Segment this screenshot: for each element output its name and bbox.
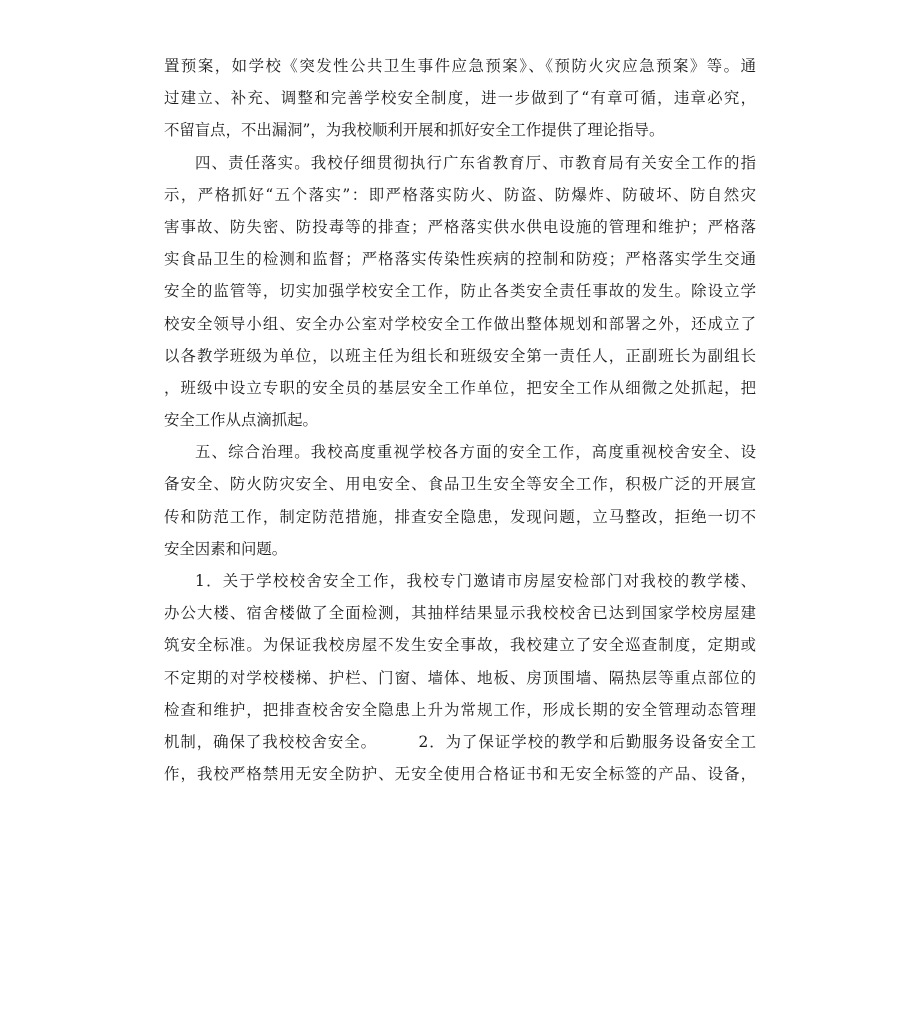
text-line: 筑安全标准。为保证我校房屋不发生安全事故，我校建立了安全巡查制度，定期或 <box>164 636 756 655</box>
text-line: 办公大楼、宿舍楼做了全面检测，其抽样结果显示我校校舍已达到国家学校房屋建 <box>164 604 756 623</box>
text-line: 传和防范工作，制定防范措施，排查安全隐患，发现问题，立马整改，拒绝一切不 <box>164 507 756 526</box>
text-line: ，班级中设立专职的安全员的基层安全工作单位，把安全工作从细微之处抓起，把 <box>164 378 756 397</box>
document-body <box>164 50 756 790</box>
text-line: 五、综合治理。我校高度重视学校各方面的安全工作，高度重视校舍安全、设 <box>195 443 756 462</box>
text-line: 机制，确保了我校校舍安全。 2．为了保证学校的教学和后勤服务设备安全工 <box>164 732 756 751</box>
text-line: 四、责任落实。我校仔细贯彻执行广东省教育厅、市教育局有关安全工作的指 <box>195 153 756 172</box>
text-line: 置预案，如学校《突发性公共卫生事件应急预案》、《预防火灾应急预案》等。通 <box>164 57 756 75</box>
text-line: 检查和维护，把排查校舍安全隐患上升为常规工作，形成长期的安全管理动态管理 <box>164 700 756 719</box>
text-line: 过建立、补充、调整和完善学校安全制度，进一步做到了“有章可循，违章必究， <box>164 89 756 108</box>
text-line: 安全的监管等，切实加强学校安全工作，防止各类安全责任事故的发生。除设立学 <box>164 282 756 301</box>
text-line: 示，严格抓好“五个落实”：即严格落实防火、防盗、防爆炸、防破坏、防自然灾 <box>164 185 756 204</box>
text-line: 作，我校严格禁用无安全防护、无安全使用合格证书和无安全标签的产品、设备， <box>164 765 756 784</box>
text-line: 安全工作从点滴抓起。 <box>164 411 318 430</box>
text-line: 1．关于学校校舍安全工作，我校专门邀请市房屋安检部门对我校的教学楼、 <box>195 572 756 590</box>
text-line: 害事故、防失密、防投毒等的排查；严格落实供水供电设施的管理和维护；严格落 <box>164 217 756 236</box>
text-line: 不留盲点，不出漏洞”，为我校顺利开展和抓好安全工作提供了理论指导。 <box>164 121 665 140</box>
text-line: 备安全、防火防灾安全、用电安全、食品卫生安全等安全工作，积极广泛的开展宣 <box>164 475 756 494</box>
text-line: 校安全领导小组、安全办公室对学校安全工作做出整体规划和部署之外，还成立了 <box>164 314 756 333</box>
text-line: 实食品卫生的检测和监督；严格落实传染性疾病的控制和防疫；严格落实学生交通 <box>164 250 756 269</box>
text-line: 安全因素和问题。 <box>164 539 288 558</box>
text-line: 不定期的对学校楼梯、护栏、门窗、墙体、地板、房顶围墙、隔热层等重点部位的 <box>164 668 756 687</box>
text-line: 以各教学班级为单位，以班主任为组长和班级安全第一责任人，正副班长为副组长 <box>164 346 756 365</box>
